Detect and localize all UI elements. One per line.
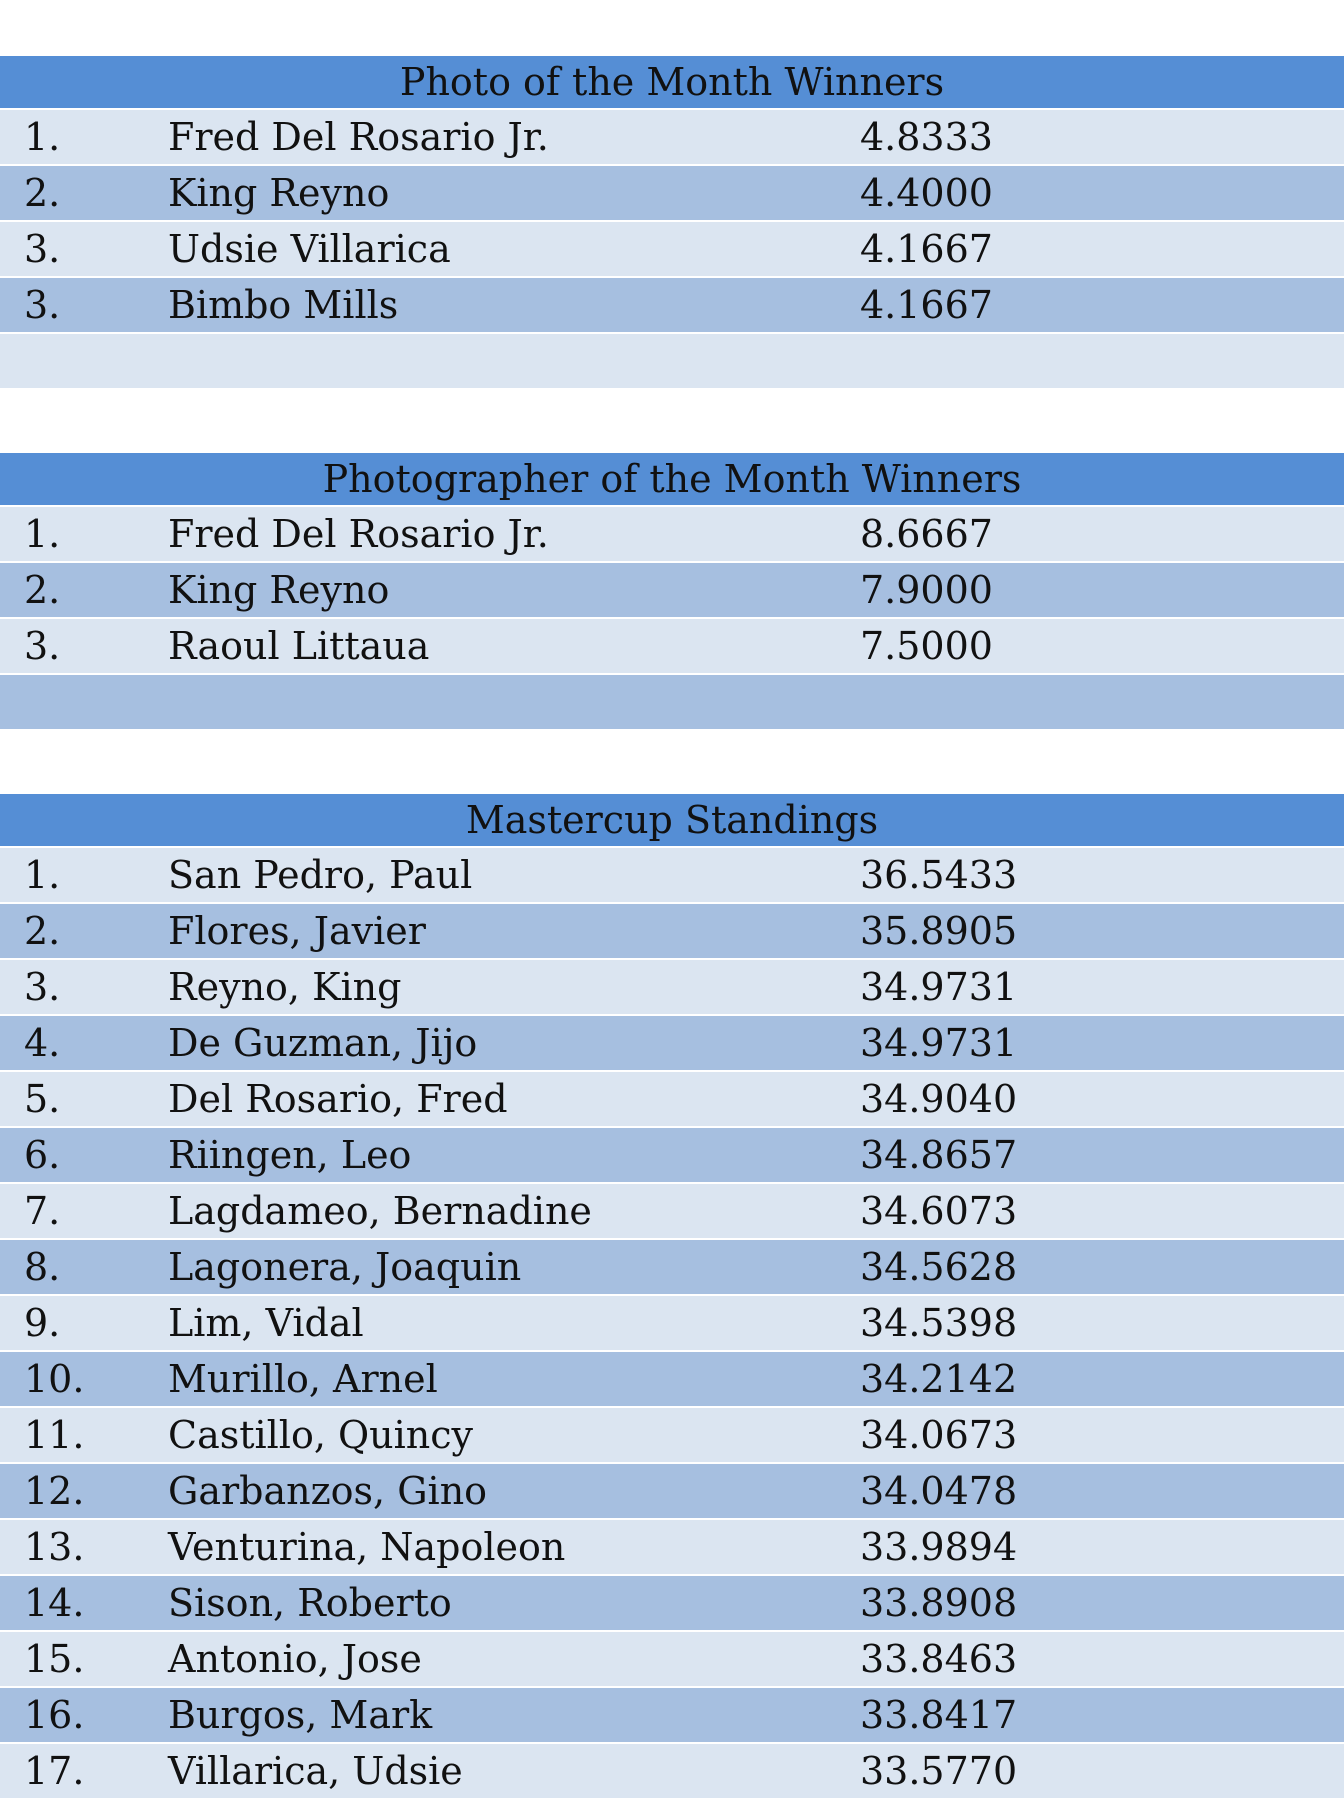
name-cell: Castillo, Quincy — [168, 1413, 474, 1457]
photo-of-month-table — [0, 56, 1344, 390]
table-row — [0, 848, 1344, 904]
rank-cell: 14. — [24, 1581, 85, 1625]
name-cell: San Pedro, Paul — [168, 853, 473, 897]
score-cell: 34.2142 — [860, 1357, 1018, 1401]
name-cell: Riingen, Leo — [168, 1133, 412, 1177]
score-cell: 33.8463 — [860, 1637, 1018, 1681]
name-cell: Sison, Roberto — [168, 1581, 452, 1625]
rank-cell: 7. — [24, 1189, 61, 1233]
rank-cell: 12. — [24, 1469, 85, 1513]
table-row — [0, 1688, 1344, 1744]
rank-cell: 3. — [24, 283, 61, 327]
name-cell: Flores, Javier — [168, 909, 426, 953]
table-title: Photo of the Month Winners — [0, 56, 1344, 110]
photographer-of-month-table — [0, 453, 1344, 731]
table-row — [0, 110, 1344, 166]
name-cell: Venturina, Napoleon — [168, 1525, 566, 1569]
table-row — [0, 166, 1344, 222]
table-title: Photographer of the Month Winners — [0, 453, 1344, 507]
rank-cell: 3. — [24, 227, 61, 271]
table-row — [0, 278, 1344, 334]
table-row — [0, 1632, 1344, 1688]
name-cell: King Reyno — [168, 568, 390, 612]
score-cell: 34.9040 — [860, 1077, 1018, 1121]
score-cell: 4.8333 — [860, 115, 993, 159]
rank-cell: 6. — [24, 1133, 61, 1177]
name-cell: Raoul Littaua — [168, 624, 430, 668]
rank-cell: 3. — [24, 965, 61, 1009]
name-cell: Antonio, Jose — [168, 1637, 422, 1681]
table-row — [0, 1520, 1344, 1576]
score-cell: 8.6667 — [860, 512, 993, 556]
score-cell: 34.0478 — [860, 1469, 1018, 1513]
name-cell: Del Rosario, Fred — [168, 1077, 508, 1121]
table-row — [0, 1296, 1344, 1352]
name-cell: Lim, Vidal — [168, 1301, 364, 1345]
score-cell: 34.8657 — [860, 1133, 1018, 1177]
mastercup-rows — [0, 848, 1344, 1800]
name-cell: Garbanzos, Gino — [168, 1469, 488, 1513]
score-cell: 33.5770 — [860, 1749, 1018, 1793]
rank-cell: 3. — [24, 624, 61, 668]
table-row — [0, 507, 1344, 563]
score-cell: 34.6073 — [860, 1189, 1018, 1233]
score-cell: 34.9731 — [860, 1021, 1018, 1065]
name-cell: King Reyno — [168, 171, 390, 215]
rank-cell: 1. — [24, 512, 61, 556]
score-cell: 7.5000 — [860, 624, 993, 668]
score-cell: 33.9894 — [860, 1525, 1018, 1569]
name-cell: Murillo, Arnel — [168, 1357, 438, 1401]
table-row — [0, 1240, 1344, 1296]
rank-cell: 17. — [24, 1749, 85, 1793]
table-row — [0, 619, 1344, 675]
name-cell: Fred Del Rosario Jr. — [168, 115, 549, 159]
table-row — [0, 1128, 1344, 1184]
rank-cell: 9. — [24, 1301, 61, 1345]
rank-cell: 15. — [24, 1637, 85, 1681]
rank-cell: 5. — [24, 1077, 61, 1121]
name-cell: Fred Del Rosario Jr. — [168, 512, 549, 556]
table-row — [0, 222, 1344, 278]
score-cell: 4.1667 — [860, 227, 993, 271]
table-row — [0, 1072, 1344, 1128]
rank-cell: 10. — [24, 1357, 85, 1401]
table-row — [0, 960, 1344, 1016]
table-row — [0, 1184, 1344, 1240]
empty-row — [0, 334, 1344, 390]
score-cell: 33.8908 — [860, 1581, 1018, 1625]
score-cell: 36.5433 — [860, 853, 1018, 897]
table-row — [0, 1408, 1344, 1464]
name-cell: Burgos, Mark — [168, 1693, 433, 1737]
table-row — [0, 904, 1344, 960]
table-row — [0, 1464, 1344, 1520]
rank-cell: 2. — [24, 568, 61, 612]
rank-cell: 13. — [24, 1525, 85, 1569]
table-row — [0, 1016, 1344, 1072]
rank-cell: 8. — [24, 1245, 61, 1289]
rank-cell: 11. — [24, 1413, 85, 1457]
name-cell: Udsie Villarica — [168, 227, 451, 271]
name-cell: De Guzman, Jijo — [168, 1021, 478, 1065]
name-cell: Villarica, Udsie — [168, 1749, 463, 1793]
score-cell: 34.9731 — [860, 965, 1018, 1009]
rank-cell: 16. — [24, 1693, 85, 1737]
score-cell: 35.8905 — [860, 909, 1018, 953]
mastercup-standings-table — [0, 794, 1344, 1800]
name-cell: Lagonera, Joaquin — [168, 1245, 522, 1289]
score-cell: 4.1667 — [860, 283, 993, 327]
name-cell: Lagdameo, Bernadine — [168, 1189, 592, 1233]
score-cell: 33.8417 — [860, 1693, 1018, 1737]
rank-cell: 2. — [24, 171, 61, 215]
score-cell: 4.4000 — [860, 171, 993, 215]
rank-cell: 4. — [24, 1021, 61, 1065]
empty-row — [0, 675, 1344, 731]
score-cell: 34.5628 — [860, 1245, 1018, 1289]
rank-cell: 1. — [24, 853, 61, 897]
table-row — [0, 1744, 1344, 1800]
score-cell: 34.5398 — [860, 1301, 1018, 1345]
name-cell: Bimbo Mills — [168, 283, 399, 327]
table-title: Mastercup Standings — [0, 794, 1344, 848]
name-cell: Reyno, King — [168, 965, 402, 1009]
rank-cell: 1. — [24, 115, 61, 159]
score-cell: 7.9000 — [860, 568, 993, 612]
score-cell: 34.0673 — [860, 1413, 1018, 1457]
table-row — [0, 1576, 1344, 1632]
table-row — [0, 1352, 1344, 1408]
table-row — [0, 563, 1344, 619]
rank-cell: 2. — [24, 909, 61, 953]
